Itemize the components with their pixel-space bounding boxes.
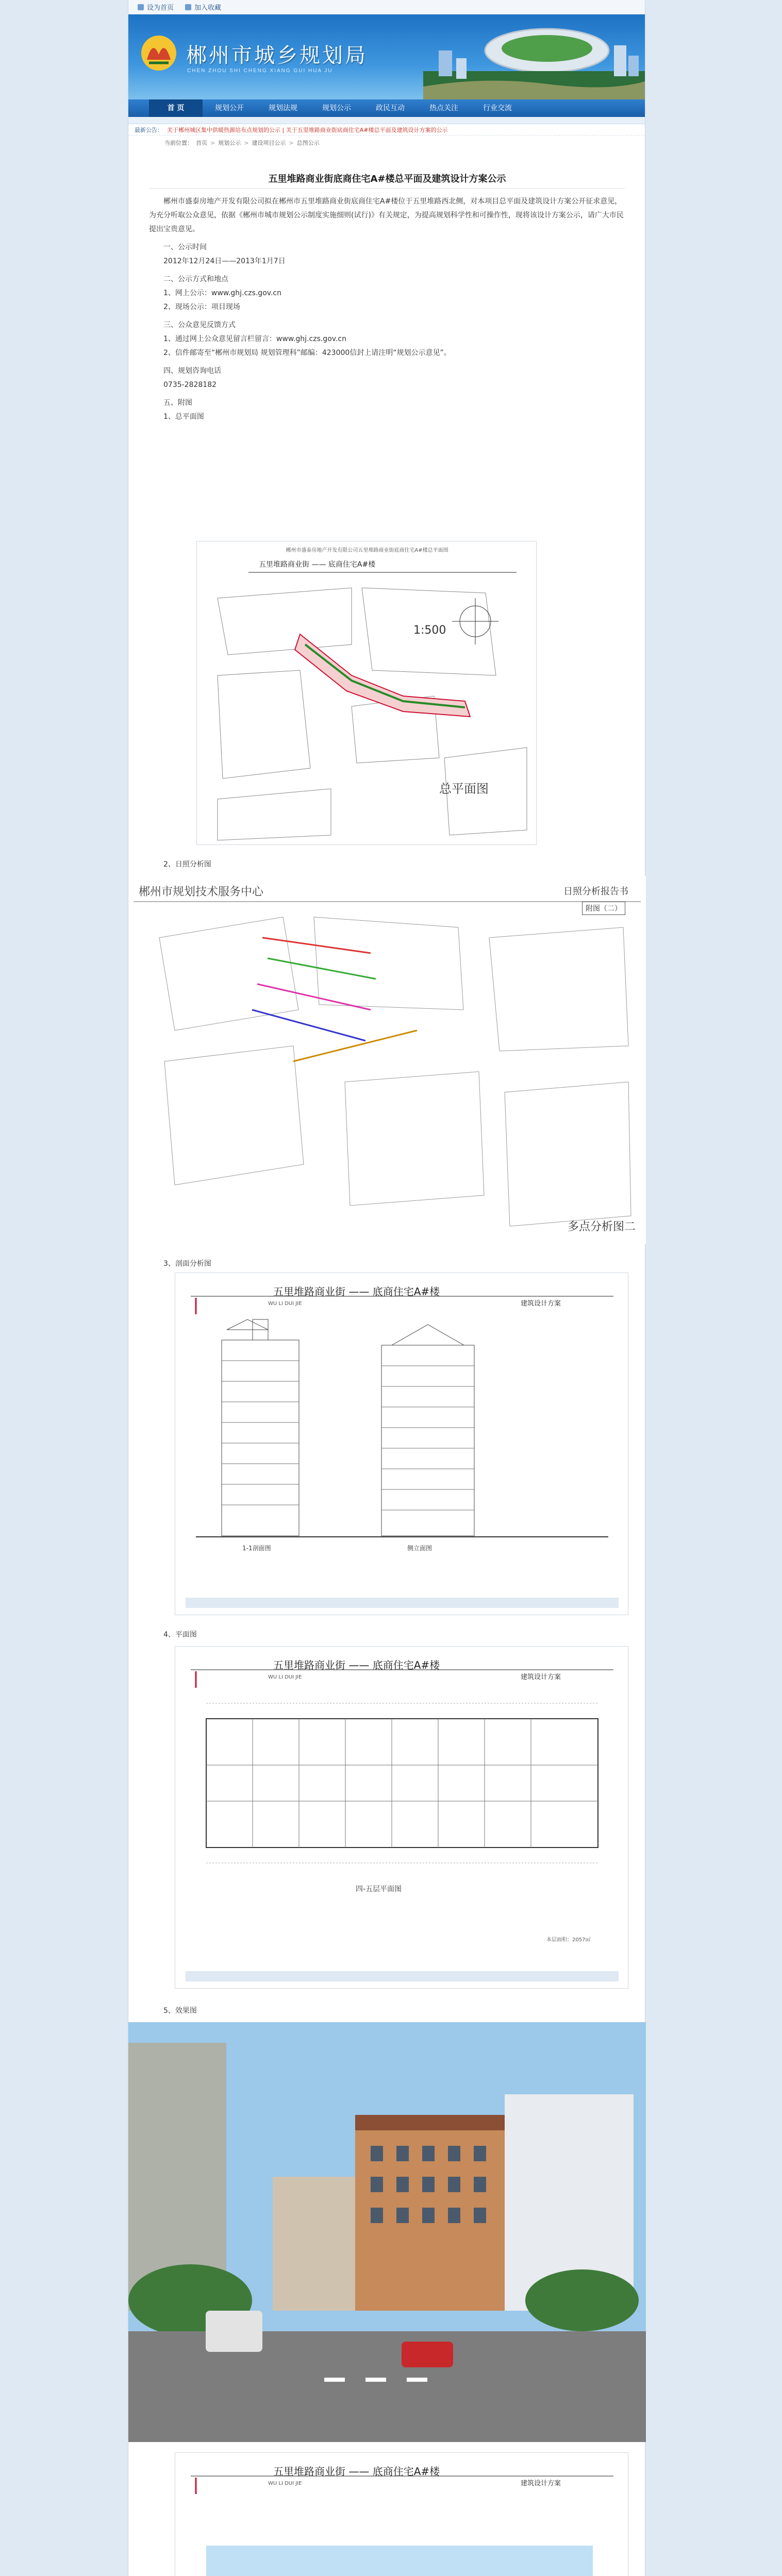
article (128, 170, 646, 2487)
floor-plan-label: 四-五层平面图 (356, 1885, 402, 1893)
breadcrumb-project-publicity[interactable]: 建设项目公示 (252, 140, 286, 146)
star-icon (185, 4, 191, 10)
nav-industry[interactable]: 行业交流 (483, 104, 512, 112)
add-favorite-link[interactable] (185, 2, 221, 12)
main-nav (128, 99, 645, 117)
floor-plan-pinyin: WU LI DUI JIE (268, 1674, 302, 1680)
rendering-elevation-figure (175, 2452, 628, 2576)
section-phone: 四、规划咨询电话 (163, 367, 221, 375)
elevation-drawing (175, 2453, 628, 2576)
ticker-label: 最新公告： (135, 126, 163, 133)
section-method-online: 1、网上公示：www.ghj.czs.gov.cn (163, 289, 281, 297)
breadcrumb-prefix: 当前位置： (164, 140, 193, 146)
section-left-label: 1-1剖面图 (242, 1545, 271, 1552)
section-design-label: 建筑设计方案 (521, 1300, 561, 1308)
nav-interaction[interactable]: 政民互动 (376, 104, 405, 112)
street-view-image (128, 2022, 646, 2442)
elevation-pinyin: WU LI DUI JIE (268, 2481, 302, 2486)
nav-plan-publicity[interactable]: 规划公示 (322, 104, 351, 112)
sunlight-report: 日照分析报告书 (563, 886, 628, 897)
breadcrumb-general-plan[interactable]: 总图公示 (296, 140, 320, 146)
set-home-link[interactable] (138, 2, 174, 12)
nav-plan-public[interactable]: 规划公开 (215, 104, 244, 112)
section-feedback-online: 1、通过网上公众意见留言栏留言：www.ghj.czs.gov.cn (163, 335, 346, 343)
site-plan-drawing (197, 541, 537, 845)
section-feedback: 三、公众意见反馈方式 (163, 321, 236, 329)
sub-nav-strip (128, 117, 645, 124)
fig2-caption: 2、日照分析图 (163, 860, 211, 869)
section-analysis-figure (175, 1273, 628, 1615)
rendering-street-view (128, 2022, 646, 2442)
site-banner (128, 14, 645, 99)
site-subtitle: CHEN ZHOU SHI CHENG XIANG GUI HUA JU (187, 68, 333, 74)
nav-home[interactable]: 首 页 (149, 99, 203, 117)
site-logo (140, 34, 178, 72)
sunlight-drawing (128, 876, 646, 1244)
elevation-design-label: 建筑设计方案 (521, 2480, 561, 2487)
breadcrumb: 当前位置： 首页 > 规划公示 > 建设项目公示 > 总图公示 (164, 139, 320, 146)
floor-plan-project-name: 五里堆路商业街 —— 底商住宅A#楼 (273, 1659, 440, 1671)
breadcrumb-publicity[interactable]: 规划公示 (218, 140, 241, 146)
section-attachments: 五、附图 (163, 399, 192, 407)
breadcrumb-home[interactable]: 首页 (196, 140, 207, 146)
site-plan-figure (196, 541, 537, 845)
ticker-text[interactable]: 关于郴州城区集中供暖热源站布点规划的公示 | 关于五里堆路商业街底商住宅A#楼总平面及建筑设计方案的公示 (167, 126, 448, 133)
floor-plan-figure (175, 1646, 628, 1989)
section-feedback-mail: 2、信件邮寄至“郴州市规划局 规划管理科”邮编：423000信封上请注明“规划公示意见”。 (163, 349, 451, 357)
sunlight-label: 多点分析图二 (567, 1221, 636, 1233)
section-method-onsite: 2、现场公示：项目现场 (163, 303, 240, 311)
site-plan-scale: 1:500 (413, 624, 446, 637)
sunlight-analysis-figure (128, 876, 646, 1244)
fig1-caption: 1、总平面图 (163, 413, 204, 421)
section-method: 二、公示方式和地点 (163, 275, 228, 283)
city-skyline-illustration (423, 14, 645, 99)
fig3-caption: 3、剖面分析图 (163, 1260, 211, 1268)
section-right-label: 侧立面图 (407, 1545, 432, 1552)
nav-plan-laws[interactable]: 规划法规 (269, 104, 297, 112)
site-title: 郴州市城乡规划局 (186, 44, 368, 67)
site-plan-label: 总平面图 (439, 782, 489, 796)
sunlight-org: 郴州市规划技术服务中心 (139, 886, 264, 899)
floor-plan-design-label: 建筑设计方案 (521, 1673, 561, 1681)
section-pinyin: WU LI DUI JIE (268, 1301, 302, 1307)
section-drawing (175, 1273, 628, 1615)
fig4-caption: 4、平面图 (163, 1631, 197, 1639)
set-home-label: 设为首页 (147, 4, 174, 12)
site-plan-header: 郴州市盛泰房地产开发有限公司五里堆路商业街底商住宅A#楼总平面图 (286, 548, 448, 553)
elevation-project-name: 五里堆路商业街 —— 底商住宅A#楼 (273, 2465, 440, 2478)
announcement-ticker[interactable] (128, 124, 645, 135)
section-time-value: 2012年12月24日——2013年1月7日 (163, 257, 286, 265)
sunlight-tab: 附图（二） (582, 902, 625, 915)
section-phone-value: 0735-2828182 (163, 381, 217, 389)
section-time: 一、公示时间 (163, 243, 207, 251)
nav-hot-topics[interactable]: 热点关注 (429, 104, 458, 112)
article-title: 五里堆路商业街底商住宅A#楼总平面及建筑设计方案公示 (149, 170, 625, 189)
section-project-name: 五里堆路商业街 —— 底商住宅A#楼 (273, 1285, 440, 1298)
article-intro: 郴州市盛泰房地产开发有限公司拟在郴州市五里堆路商业街底商住宅A#楼位于五里堆路西北侧，对本项目总平面及建筑设计方案公开征求意见，为充分听取公众意见，依据《郴州市城市规划公示制度实施细则(试行)》有关规定，为提高规划科学性和可操作性，现将该设计方案公示，请广大市民提出宝贵意见。 (149, 197, 624, 233)
add-favorite-label: 加入收藏 (194, 4, 222, 12)
page-container (128, 0, 645, 2576)
floor-plan-area: 本层面积：2057㎡ (546, 1937, 591, 1943)
home-icon (138, 4, 144, 10)
fig5-caption: 5、效果图 (163, 2007, 197, 2015)
top-bar (128, 0, 645, 14)
site-plan-project-name: 五里堆路商业街 —— 底商住宅A#楼 (259, 561, 376, 569)
